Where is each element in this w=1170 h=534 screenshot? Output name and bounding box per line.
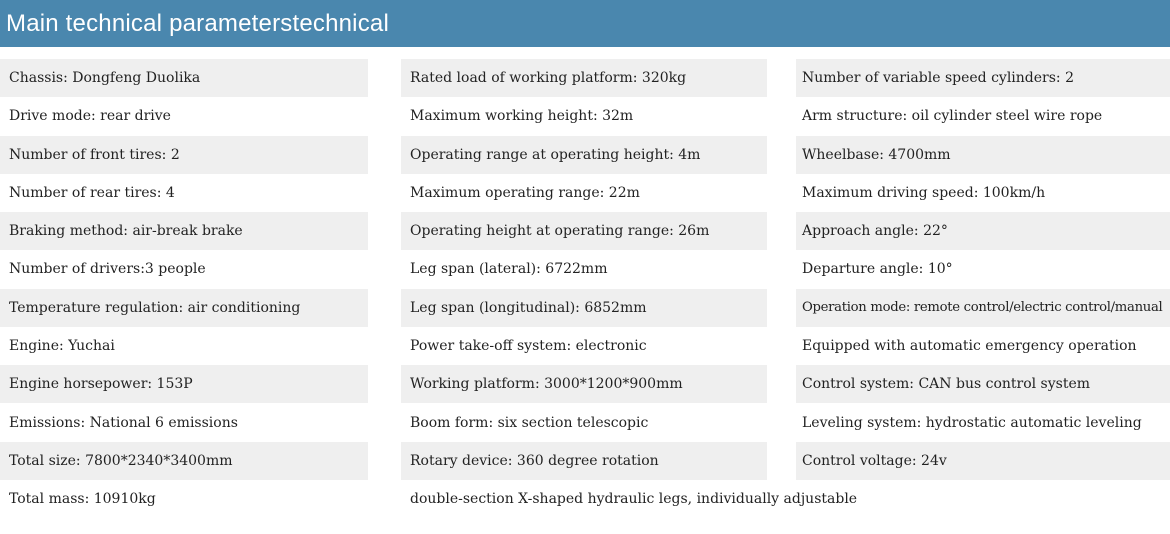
param-cell: Engine horsepower: 153P bbox=[0, 365, 368, 403]
param-cell: Leg span (longitudinal): 6852mm bbox=[401, 289, 767, 327]
param-cell: Operating range at operating height: 4m bbox=[401, 136, 767, 174]
param-cell-wide: double-section X-shaped hydraulic legs, individually adjustable bbox=[410, 491, 858, 508]
param-cell: Maximum working height: 32m bbox=[410, 108, 634, 125]
param-cell: Leg span (lateral): 6722mm bbox=[410, 261, 608, 278]
section-header bbox=[0, 0, 1170, 47]
param-cell: Total mass: 10910kg bbox=[9, 491, 156, 508]
table-row bbox=[0, 365, 1170, 403]
param-cell: Equipped with automatic emergency operation bbox=[802, 338, 1137, 355]
table-row bbox=[0, 97, 1170, 135]
param-cell: Maximum operating range: 22m bbox=[410, 184, 640, 201]
param-cell: Control voltage: 24v bbox=[796, 442, 1170, 480]
param-cell: Temperature regulation: air conditioning bbox=[0, 289, 368, 327]
table-row bbox=[0, 289, 1170, 327]
param-cell: Boom form: six section telescopic bbox=[410, 414, 649, 431]
param-cell: Number of variable speed cylinders: 2 bbox=[796, 59, 1170, 97]
param-cell: Power take-off system: electronic bbox=[410, 338, 647, 355]
table-row bbox=[0, 136, 1170, 174]
param-cell: Operation mode: remote control/electric control/manual bbox=[796, 289, 1170, 327]
param-cell: Drive mode: rear drive bbox=[9, 108, 171, 125]
table-row bbox=[0, 442, 1170, 480]
param-cell: Number of rear tires: 4 bbox=[9, 184, 175, 201]
table-row bbox=[0, 404, 1170, 442]
param-cell: Working platform: 3000*1200*900mm bbox=[401, 365, 767, 403]
section-title: Main technical parameterstechnical bbox=[6, 9, 389, 37]
param-cell: Rated load of working platform: 320kg bbox=[401, 59, 767, 97]
param-cell: Maximum driving speed: 100km/h bbox=[802, 184, 1046, 201]
param-cell: Emissions: National 6 emissions bbox=[9, 414, 238, 431]
param-cell: Operating height at operating range: 26m bbox=[401, 212, 767, 250]
param-cell: Number of drivers:3 people bbox=[9, 261, 206, 278]
table-row bbox=[0, 174, 1170, 212]
param-cell: Control system: CAN bus control system bbox=[796, 365, 1170, 403]
param-cell: Wheelbase: 4700mm bbox=[796, 136, 1170, 174]
parameter-table bbox=[0, 59, 1170, 519]
param-cell: Chassis: Dongfeng Duolika bbox=[0, 59, 368, 97]
table-row bbox=[0, 327, 1170, 365]
param-cell: Total size: 7800*2340*3400mm bbox=[0, 442, 368, 480]
param-cell: Approach angle: 22° bbox=[796, 212, 1170, 250]
param-cell: Number of front tires: 2 bbox=[0, 136, 368, 174]
table-row bbox=[0, 480, 1170, 518]
table-row bbox=[0, 59, 1170, 97]
param-cell: Leveling system: hydrostatic automatic leveling bbox=[802, 414, 1142, 431]
param-cell: Engine: Yuchai bbox=[9, 338, 115, 355]
param-cell: Braking method: air-break brake bbox=[0, 212, 368, 250]
param-cell: Arm structure: oil cylinder steel wire rope bbox=[802, 108, 1103, 125]
table-row bbox=[0, 212, 1170, 250]
param-cell: Departure angle: 10° bbox=[802, 261, 953, 278]
param-cell: Rotary device: 360 degree rotation bbox=[401, 442, 767, 480]
table-row bbox=[0, 250, 1170, 288]
